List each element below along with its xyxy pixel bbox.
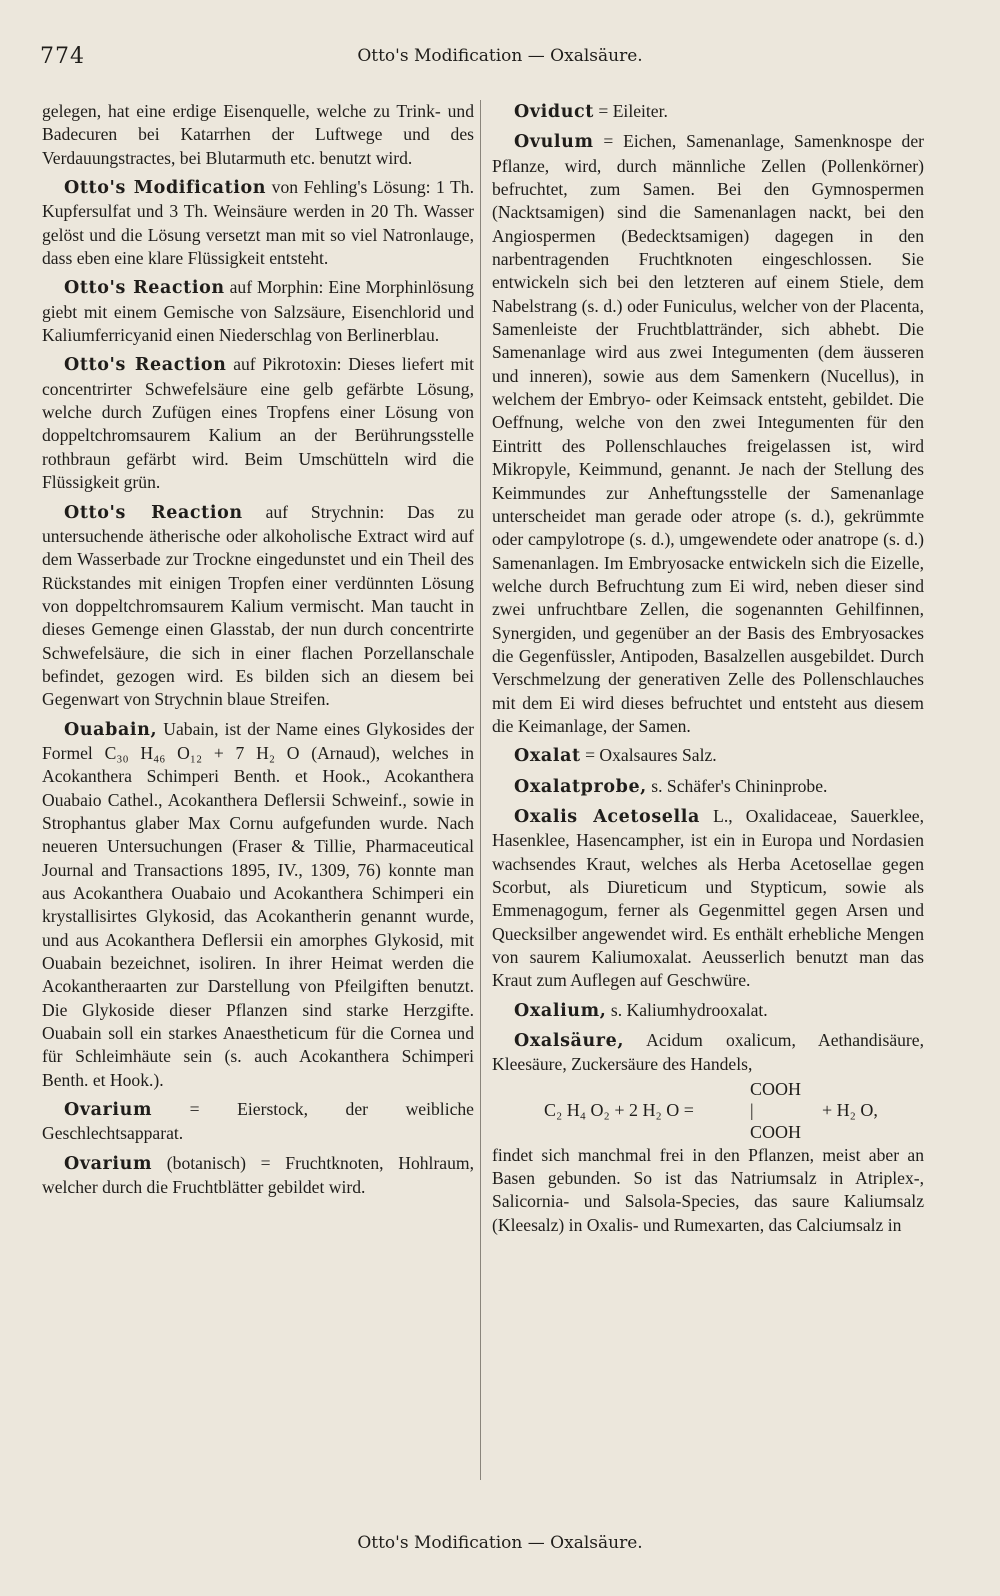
- entry-text: s. Schäfer's Chininprobe.: [646, 775, 828, 796]
- entry-ovulum: [492, 130, 924, 738]
- entry-text: von Fehling's Lösung: 1 Th. Kupfersulfat und 3 Th. Weinsäure werden in 20 Th. Wasser gelöst und die Lösung versetzt man mit so viel Natronlauge, dass eben eine klare Flüssigkeit entsteht.: [42, 177, 474, 269]
- entry-oxalat: [492, 744, 924, 768]
- headword: Ovulum: [514, 132, 594, 153]
- page-number: 774: [40, 44, 85, 69]
- headword: Ovarium: [64, 1153, 153, 1174]
- entry-text: = Eileiter.: [593, 101, 668, 121]
- headword: Oxalatprobe,: [514, 776, 647, 797]
- entry-text: auf Strychnin: Das zu untersuchende ätherische oder alkoholische Extract wird auf dem Wasserbade zur Trockne eingedunstet und ein Theil des Rückstandes mit einigen Tropfen einer verdünnten Lösung von doppeltchromsaurem Kalium vermischt. Man taucht in dieses Gemenge einen Glasstab, der nun durch concentrirte Schwefelsäure, die sich in einer flachen Porzellanschale befindet, gezogen wird. Es bilden sich an diesem bei Gegenwart von Strychnin blaue Streifen.: [42, 501, 474, 710]
- entry-text: auf Morphin: Eine Morphinlösung giebt mit einem Gemische von Salzsäure, Eisenchlorid und Kaliumferricyanid einen Niederschlag von Berlinerblau.: [42, 277, 474, 346]
- entry-ottos-reaction-morphin: [42, 276, 474, 347]
- headword: Oxalsäure,: [514, 1031, 625, 1052]
- headword: Oxalis Acetosella: [514, 806, 700, 827]
- formula-lhs: C₂ H₄ O₂ + 2 H₂ O =: [544, 1099, 694, 1120]
- entry-text: L., Oxalidaceae, Sauerklee, Hasenklee, Hasencampher, ist ein in Europa und Nordasien wachsendes Kraut, welches als Herba Acetosellae gegen Scorbut, als Diureticum und Stypticum, sowie als Emmenagogum, ferner als Gegenmittel gegen Arsen und Quecksilber angewendet wird. Es enthält erhebliche Mengen von saurem Kaliumoxalat. Aeusserlich benutzt man das Kraut zum Auflegen auf Geschwüre.: [492, 805, 925, 991]
- formula-top: COOH: [750, 1078, 802, 1099]
- entry-text: = Eichen, Samenanlage, Samenknospe der Pflanze, wird, durch männliche Zellen (Pollenkörner) befruchtet, zum Samen. Bei den Gymnospermen (Nacktsamigen) sind die Samenanlagen nackt, bei den Angiospermen (Bedecktsamigen) dagegen in den narbentragenden Fruchtknoten eingeschlossen. Sie entwickeln sich bei den letzteren auf einem Stiele, dem Nabelstrang (s. d.) oder Funiculus, welcher von der Placenta, Samenleiste der Fruchtblattränder, sich abhebt. Die Samenanlage wird aus zwei Integumenten (dem äusseren und inneren), sowie aus dem Samenkern (Nucellus), in welchem der Embryo- oder Keimsack entsteht, gebildet. Die Oeffnung, welche von den zwei Integumenten für den Eintritt des Pollenschlauches freigelassen ist, wird Mikropyle, Keimmund, genannt. Je nach der Stellung des Keimmundes zur Anheftungsstelle der Samenanlage unterscheidet man gerade oder atrope (s. d.), gekrümmte oder campylotrope (s. d.), umgewendete oder anatrope (s. d.) Samenanlagen. Im Embryosacke entwickeln sich die Eizelle, welche durch Befruchtung zum Ei wird, neben dieser sind zwei unfruchtbare Zellen, die sogenannten Gehilfinnen, Synergiden, und gegenüber an der Basis des Embryosackes die Gegenfüssler, Antipoden, Basalzellen ausgebildet. Durch Verschmelzung der generativen Zelle des Pollenschlauches mit dem Ei wird dieses befruchtet und entsteht aus diesem die Keimanlage, der Samen.: [492, 131, 924, 736]
- entry-ovarium: [42, 1098, 474, 1146]
- entry-text: Uabain, ist der Name eines Glykosides der Formel C₃₀ H₄₆ O₁₂ + 7 H₂ O (Arnaud), welches in Acokanthera Schimperi Benth. et Hook., Acokanthera Ouabaio Cathel., Acokanthera Deflersii Schweinf., sowie in Strophantus glaber Max Cornu aufgefunden wurde. Nach neueren Untersuchungen (Fraser & Tillie, Pharmaceutical Journal and Transactions 1895, IV., 1309, 76) konnte man aus Acokanthera Ouabaio und Acokanthera Schimperi ein krystallisirtes Glykosid, das Acokantherin genannt wurde, und aus Acokanthera Deflersii ein amorphes Glykosid, mit Ouabain bezeichnet, isoliren. In ihrer Heimat werden die Acokantheraarten zur Darstellung von Pfeilgiften benutzt. Die Glykoside dieser Pflanzen sind starke Herzgifte. Ouabain soll ein starkes Anaestheticum für die Cornea und für Schleimhäute sein (s. auch Acokanthera Schimperi Benth. et Hook.).: [42, 718, 474, 1090]
- headword: Oxalium,: [514, 1000, 607, 1021]
- entry-oxalium: [492, 999, 924, 1023]
- oxalsaeure-continuation: findet sich manchmal frei in den Pflanzen, meist aber an Basen gebunden. So ist das Natriumsalz in Atriplex-, Salicornia- und Salsola-Species, das saure Kaliumsalz (Kleesalz) in Oxalis- und Rumexarten, das Calciumsalz in: [492, 1144, 924, 1235]
- entry-ouabain: [42, 718, 474, 1093]
- entry-text: s. Kaliumhydrooxalat.: [606, 999, 768, 1020]
- headword: Otto's Reaction: [64, 278, 225, 299]
- entry-oxalis-acetosella: [492, 805, 924, 993]
- headword: Oxalat: [514, 746, 581, 767]
- entry-oxalsaeure: [492, 1029, 924, 1077]
- entry-ottos-reaction-pikrotoxin: [42, 353, 474, 494]
- entry-ottos-modification: [42, 176, 474, 270]
- formula-rhs: + H₂ O,: [822, 1099, 878, 1120]
- formula-bottom: COOH: [750, 1121, 802, 1142]
- running-head: Otto's Modification — Oxalsäure.: [357, 46, 643, 66]
- entry-text: Acidum oxalicum, Aethandisäure, Kleesäure, Zuckersäure des Handels,: [492, 1030, 924, 1075]
- headword: Oviduct: [514, 102, 594, 122]
- page-footer: Otto's Modification — Oxalsäure.: [357, 1533, 643, 1553]
- formula-bond: |: [750, 1099, 754, 1120]
- oxalic-acid-formula: [492, 1078, 924, 1142]
- right-column: [492, 100, 924, 1243]
- entry-text: = Oxalsaures Salz.: [580, 745, 717, 766]
- headword: Otto's Modification: [64, 178, 267, 199]
- headword: Otto's Reaction: [64, 502, 243, 523]
- headword: Ovarium: [64, 1100, 153, 1121]
- entry-text: auf Pikrotoxin: Dieses liefert mit concentrirter Schwefelsäure eine gelb gefärbte Lösung, welche durch Zufügen eines Tropfens einer Lösung von doppeltchromsaurem Kalium an der Berührungsstelle rothbraun gefärbt wird. Beim Umschütteln wird die Flüssigkeit grün.: [42, 354, 475, 493]
- column-divider: [480, 100, 481, 1480]
- entry-ovarium-botanisch: [42, 1152, 474, 1200]
- entry-oxalatprobe: [492, 775, 924, 799]
- continuation-text: gelegen, hat eine erdige Eisenquelle, welche zu Trink- und Badecuren bei Katarrhen der Luftwege und des Verdauungstractes, bei Blutarmuth etc. benutzt wird.: [42, 101, 474, 168]
- entry-text: (botanisch) = Fruchtknoten, Hohlraum, welcher durch die Fruchtblätter gebildet wird.: [42, 1152, 474, 1198]
- headword: Otto's Reaction: [64, 355, 227, 376]
- headword: Ouabain,: [64, 719, 158, 740]
- entry-oviduct: [492, 100, 924, 124]
- entry-ottos-reaction-strychnin: [42, 501, 474, 712]
- entry-text: = Eierstock, der weibliche Geschlechtsapparat.: [42, 1099, 474, 1144]
- left-column: [42, 100, 474, 1205]
